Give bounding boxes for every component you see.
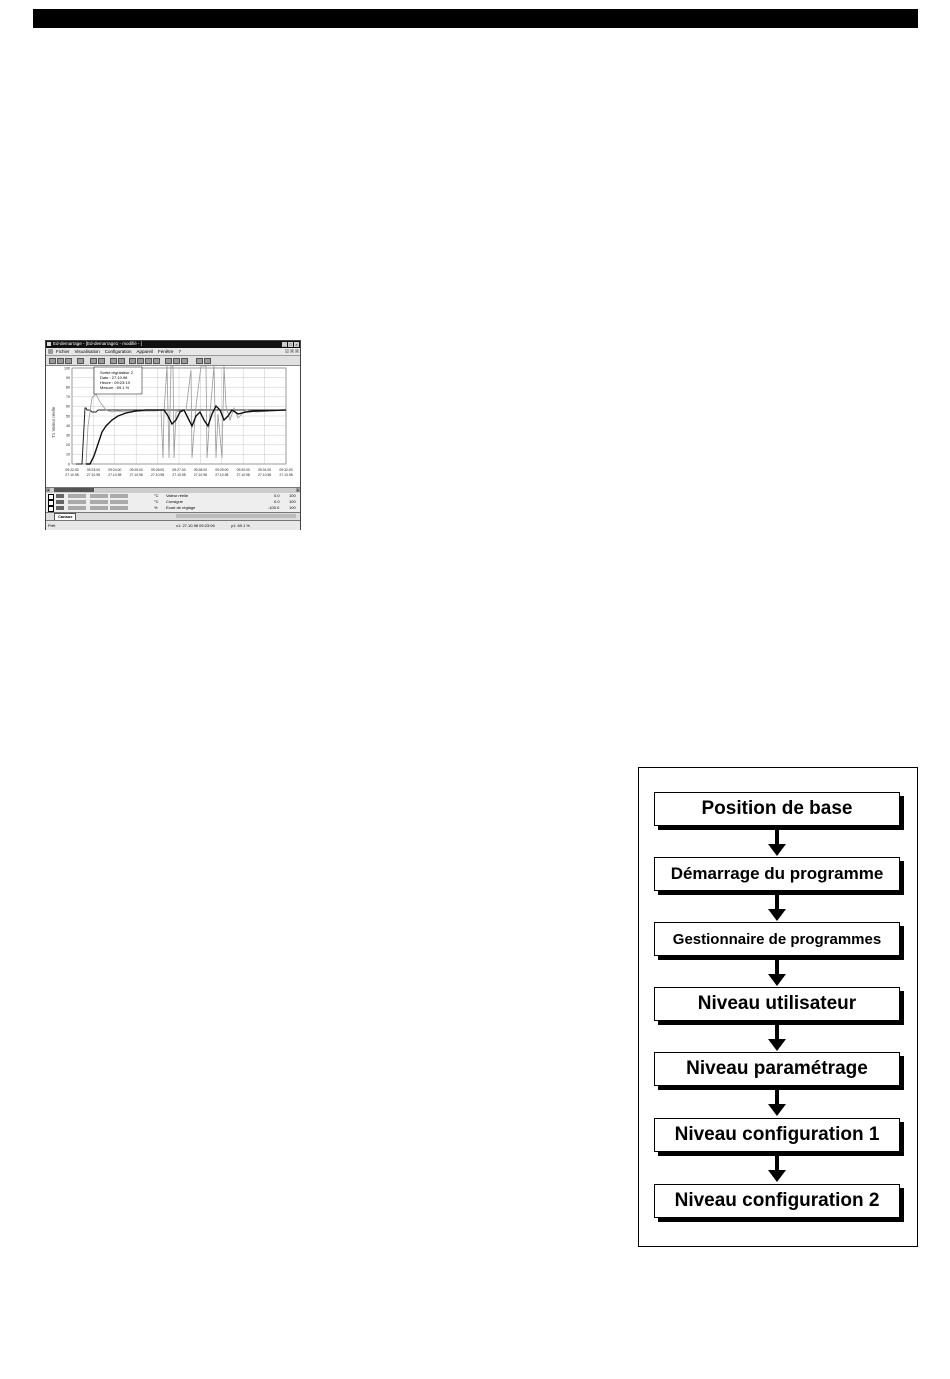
maximize-icon[interactable]: □ bbox=[289, 342, 292, 347]
save-icon[interactable] bbox=[65, 358, 72, 364]
channel-unit: °C bbox=[154, 493, 159, 498]
scale-select[interactable] bbox=[90, 506, 108, 511]
toolbar bbox=[46, 356, 300, 366]
tooltip-line-4: Mesure : 69.1 % bbox=[100, 385, 130, 390]
channel-select[interactable] bbox=[110, 500, 128, 505]
status-cursor-x: x1: 27.10.98 09:23:06 bbox=[176, 522, 215, 528]
level-demarrage-programme: Démarrage du programme bbox=[654, 857, 900, 891]
cursor-icon[interactable] bbox=[118, 358, 125, 364]
status-bar bbox=[46, 520, 300, 530]
doc-minimize-icon[interactable]: _ bbox=[286, 349, 288, 353]
trend-plot bbox=[46, 366, 300, 488]
scroll-thumb[interactable] bbox=[54, 488, 94, 492]
tooltip-line-2: Date : 27.10.98 bbox=[100, 375, 128, 380]
scroll-right-icon[interactable]: ▸ bbox=[297, 488, 299, 492]
color-swatch[interactable] bbox=[56, 500, 64, 505]
channel-value: -100.0 bbox=[268, 505, 280, 510]
channel-name: Valeur réelle bbox=[166, 493, 189, 498]
tab-scrollbar[interactable] bbox=[176, 514, 296, 518]
y-tick-label: 60 bbox=[66, 404, 70, 409]
tooltip-line-1: Sortie régulateur 2 bbox=[100, 370, 133, 375]
menu-configuration[interactable]: Configuration bbox=[104, 348, 132, 354]
status-cursor-y: y1: 69.1 % bbox=[231, 522, 250, 528]
level-configuration-1: Niveau configuration 1 bbox=[654, 1118, 900, 1152]
window-titlebar bbox=[46, 341, 300, 348]
window-icon[interactable] bbox=[196, 358, 203, 364]
x-tick-date: 27.10.98 bbox=[129, 473, 143, 477]
app-icon bbox=[47, 342, 51, 346]
x-tick-date: 27.10.98 bbox=[172, 473, 186, 477]
y-tick-label: 90 bbox=[66, 375, 70, 380]
new-icon[interactable] bbox=[49, 358, 56, 364]
zoom-icon[interactable] bbox=[90, 358, 97, 364]
menu-fenetre[interactable]: Fenêtre bbox=[158, 348, 174, 354]
menu-help[interactable]: ? bbox=[178, 348, 182, 354]
doc-restore-icon[interactable]: □ bbox=[291, 349, 293, 353]
channel-name: Ecart de réglage bbox=[166, 505, 196, 510]
arrow-down-icon bbox=[768, 974, 786, 986]
x-tick-date: 27.10.98 bbox=[193, 473, 208, 477]
arrow-down-icon bbox=[768, 909, 786, 921]
header-bar bbox=[33, 9, 918, 28]
menu-fichier[interactable]: Fichier bbox=[56, 348, 70, 354]
y-axis-label: T1 Valeur réelle bbox=[51, 406, 56, 438]
channel-select[interactable] bbox=[110, 494, 128, 499]
window-title: Ed-demarrage - [Ed-demarrage1 - modifié - ] bbox=[53, 341, 143, 346]
channel-name: Consigne bbox=[166, 499, 183, 504]
y-tick-label: 100 bbox=[64, 366, 70, 371]
channel-value: 0.0 bbox=[274, 499, 280, 504]
level-flowchart bbox=[638, 767, 918, 1247]
y-tick-label: 50 bbox=[66, 414, 70, 419]
line-style-select[interactable] bbox=[68, 500, 86, 505]
x-tick-time: 09:23:00 bbox=[86, 468, 101, 472]
measure-icon[interactable] bbox=[98, 358, 105, 364]
level-configuration-2: Niveau configuration 2 bbox=[654, 1184, 900, 1218]
status-text: Prêt bbox=[48, 522, 56, 528]
x-tick-time: 09:26:00 bbox=[150, 468, 165, 472]
y-tick-label: 30 bbox=[66, 433, 70, 438]
x-tick-time: 09:22:00 bbox=[65, 468, 79, 472]
x-tick-date: 27.10.98 bbox=[257, 473, 272, 477]
y-tick-label: 0 bbox=[68, 462, 70, 467]
x-tick-labels bbox=[65, 468, 292, 477]
channel-icon[interactable] bbox=[137, 358, 144, 364]
fit-icon[interactable] bbox=[181, 358, 188, 364]
x-tick-date: 27.10.98 bbox=[65, 473, 79, 477]
color-swatch[interactable] bbox=[56, 494, 64, 499]
menu-visualisation[interactable]: Visualisation bbox=[74, 348, 100, 354]
line-style-select[interactable] bbox=[68, 506, 86, 511]
tooltip-line-3: Heure : 09:23:19 bbox=[100, 380, 130, 385]
channel-unit: °C bbox=[154, 499, 159, 504]
x-tick-time: 09:30:00 bbox=[236, 468, 250, 472]
magnify-icon[interactable] bbox=[165, 358, 172, 364]
x-tick-date: 27.10.98 bbox=[108, 473, 122, 477]
channel-unit: % bbox=[154, 505, 158, 510]
scale-icon[interactable] bbox=[129, 358, 136, 364]
tile-icon[interactable] bbox=[204, 358, 211, 364]
x-tick-time: 09:29:00 bbox=[215, 468, 229, 472]
document-icon bbox=[48, 349, 53, 354]
tab-bar bbox=[46, 512, 300, 520]
arrow-down-icon bbox=[768, 1039, 786, 1051]
channel-end: 100 bbox=[289, 493, 296, 498]
x-tick-time: 09:25:00 bbox=[129, 468, 143, 472]
x-tick-time: 09:28:00 bbox=[193, 468, 208, 472]
channel-row[interactable] bbox=[46, 505, 300, 511]
scroll-left-icon[interactable]: ◂ bbox=[47, 488, 49, 492]
x-tick-time: 09:32:00 bbox=[279, 468, 293, 472]
shrink-icon[interactable] bbox=[173, 358, 180, 364]
x-tick-date: 27.10.98 bbox=[279, 473, 293, 477]
channel-select[interactable] bbox=[110, 506, 128, 511]
channel-end: 100 bbox=[289, 499, 296, 504]
x-tick-date: 27.10.98 bbox=[150, 473, 165, 477]
legend-icon[interactable] bbox=[145, 358, 152, 364]
scale-select[interactable] bbox=[90, 500, 108, 505]
level-utilisateur: Niveau utilisateur bbox=[654, 987, 900, 1021]
y-tick-label: 20 bbox=[66, 443, 70, 448]
y-tick-label: 10 bbox=[66, 452, 70, 457]
arrow-down-icon bbox=[768, 1104, 786, 1116]
open-icon[interactable] bbox=[57, 358, 64, 364]
channel-value: 0.0 bbox=[274, 493, 280, 498]
channel-list bbox=[46, 493, 300, 512]
time-icon[interactable] bbox=[153, 358, 160, 364]
y-tick-label: 80 bbox=[66, 385, 70, 390]
close-icon[interactable]: × bbox=[295, 342, 298, 347]
arrow-down-icon bbox=[768, 844, 786, 856]
x-tick-date: 27.10.98 bbox=[86, 473, 101, 477]
menu-bar bbox=[46, 348, 300, 356]
tab-canaux[interactable]: Canaux bbox=[54, 513, 76, 521]
print-icon[interactable] bbox=[77, 358, 84, 364]
minimize-icon[interactable]: _ bbox=[283, 342, 286, 347]
x-tick-date: 27.10.98 bbox=[236, 473, 250, 477]
x-tick-date: 27.10.98 bbox=[215, 473, 229, 477]
x-tick-time: 09:31:00 bbox=[257, 468, 272, 472]
level-position-de-base: Position de base bbox=[654, 792, 900, 826]
y-tick-label: 40 bbox=[66, 423, 70, 428]
y-tick-label: 70 bbox=[66, 395, 70, 400]
menu-appareil[interactable]: Appareil bbox=[136, 348, 153, 354]
arrow-down-icon bbox=[768, 1170, 786, 1182]
color-swatch[interactable] bbox=[56, 506, 64, 511]
software-screenshot bbox=[45, 340, 301, 530]
line-style-select[interactable] bbox=[68, 494, 86, 499]
grid-icon[interactable] bbox=[110, 358, 117, 364]
level-gestionnaire-programmes: Gestionnaire de programmes bbox=[654, 922, 900, 956]
x-tick-time: 09:27:00 bbox=[172, 468, 186, 472]
level-parametrage: Niveau paramétrage bbox=[654, 1052, 900, 1086]
channel-end: 100 bbox=[289, 505, 296, 510]
scale-select[interactable] bbox=[90, 494, 108, 499]
doc-close-icon[interactable]: × bbox=[296, 349, 298, 353]
x-tick-time: 09:24:00 bbox=[108, 468, 122, 472]
